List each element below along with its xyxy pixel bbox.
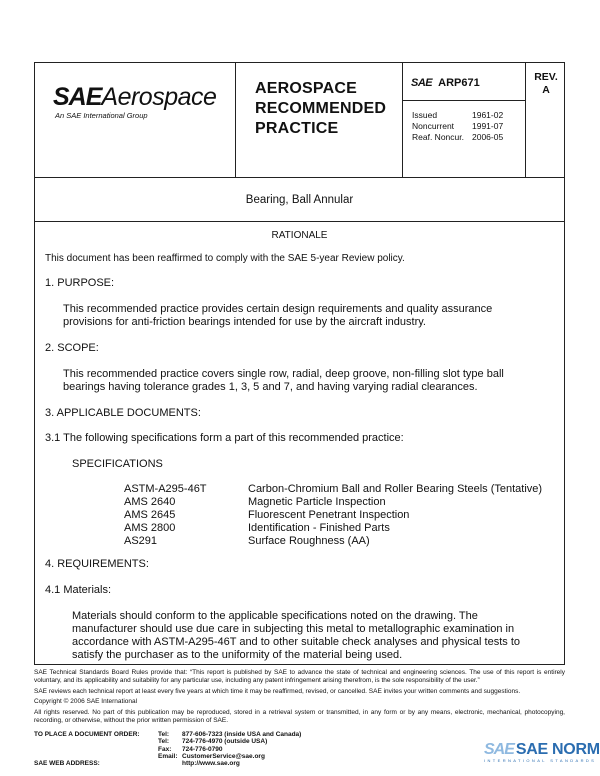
- footer-copyright: Copyright © 2006 SAE International: [34, 698, 138, 706]
- section-2-text: This recommended practice covers single row, radial, deep groove, non-filling slot type ball bearings having tolerance grades 1, 3, 5 and 7, and having varying radial clearances.: [63, 368, 504, 393]
- reaf-value: 2006-05: [472, 132, 504, 142]
- section-4-1-heading: 4.1 Materials:: [45, 584, 112, 596]
- spec-desc: Carbon-Chromium Ball and Roller Bearing Steels (Tentative): [248, 483, 543, 495]
- specifications-table: [124, 483, 554, 548]
- document-type: [255, 79, 386, 139]
- revision: [527, 71, 565, 97]
- specifications-heading: SPECIFICATIONS: [72, 458, 163, 470]
- reaf-label: Reaf. Noncur.: [412, 132, 464, 142]
- tel2-label: Tel:: [158, 738, 170, 746]
- document-dates: [412, 110, 503, 143]
- sae-norm-logo: [484, 741, 600, 763]
- spec-code: AMS 2640: [124, 496, 176, 508]
- email-value[interactable]: CustomerService@sae.org: [182, 752, 265, 760]
- norm-subtitle: INTERNATIONAL STANDARDS: [484, 758, 597, 763]
- tel2-value: 724-776-4970 (outside USA): [182, 738, 268, 746]
- spec-desc: Identification - Finished Parts: [248, 522, 390, 534]
- section-3-heading: 3. APPLICABLE DOCUMENTS:: [45, 407, 201, 419]
- section-4-heading: 4. REQUIREMENTS:: [45, 558, 149, 570]
- document-header: [35, 63, 564, 178]
- email-label: Email:: [158, 752, 178, 760]
- divider: [402, 63, 403, 177]
- spec-desc: Fluorescent Penetrant Inspection: [248, 509, 410, 521]
- tel-label: Tel:: [158, 731, 170, 738]
- sae-aerospace-logo: [53, 83, 216, 120]
- spec-row: [124, 483, 554, 496]
- spec-row: [124, 509, 554, 522]
- spec-row: [124, 535, 554, 548]
- spec-code: AMS 2800: [124, 522, 176, 534]
- section-1-heading: 1. PURPOSE:: [45, 277, 115, 289]
- doc-type-line: RECOMMENDED: [255, 100, 387, 117]
- document-title: Bearing, Ball Annular: [245, 194, 354, 206]
- logo-subtitle: An SAE International Group: [55, 111, 148, 120]
- footer-notes: [34, 669, 565, 728]
- spec-code: ASTM-A295-46T: [124, 483, 207, 495]
- norm-sae-mark: SAE: [484, 741, 514, 758]
- rev-label: REV.: [534, 71, 558, 83]
- sae-mark: SAE: [411, 77, 433, 89]
- spec-row: [124, 496, 554, 509]
- divider: [525, 63, 526, 177]
- section-1-text: This recommended practice provides certain design requirements and quality assurance provisions for anti-friction bearings intended for use by the aircraft industry.: [63, 303, 493, 328]
- section-4-1-text: Materials should conform to the applicable specifications noted on the drawing. The manufacturer should use due care in subjecting this metal to metallographic examination in accordance with ASTM-A295-46T and to other suitable check analyses and physical tests to satisfy the purchaser as to the uniformity of the material being used.: [72, 610, 520, 661]
- doc-type-line: AEROSPACE: [255, 80, 357, 97]
- order-contact: [34, 731, 301, 767]
- web-label: SAE WEB ADDRESS:: [34, 760, 100, 768]
- divider: [403, 100, 525, 101]
- logo-sae: SAE: [53, 83, 102, 111]
- footer-rules: SAE Technical Standards Board Rules provide that: “This report is published by SAE to advance the state of technical and engineering sciences. The use of this report is entirely voluntary, and its applicability and suitability for any particular use, including any patent infringement arising therefrom, is the sole responsibility of the user.”: [34, 669, 565, 685]
- noncurrent-value: 1991-07: [472, 121, 504, 131]
- spec-desc: Surface Roughness (AA): [248, 535, 370, 547]
- spec-code: AS291: [124, 535, 158, 547]
- document-number: [411, 77, 480, 89]
- issued-label: Issued: [412, 110, 438, 120]
- title-box: [35, 177, 564, 222]
- footer-rights: All rights reserved. No part of this publication may be reproduced, stored in a retrieval system or transmitted, in any form or by any means, electronic, mechanical, photocopying, recording, or otherwise, without the prior written permission of SAE.: [34, 709, 565, 725]
- order-label: TO PLACE A DOCUMENT ORDER:: [34, 731, 140, 738]
- fax-value: 724-776-0790: [182, 745, 223, 753]
- logo-word: Aerospace: [101, 83, 217, 111]
- footer-review: SAE reviews each technical report at least every five years at which time it may be reaffirmed, revised, or cancelled. SAE invites your written comments and suggestions.: [34, 687, 521, 695]
- norm-word: SAE NORM: [515, 741, 600, 758]
- issued-value: 1961-02: [472, 110, 504, 120]
- fax-label: Fax:: [158, 745, 172, 753]
- document-frame: [34, 62, 565, 665]
- spec-code: AMS 2645: [124, 509, 176, 521]
- section-2-heading: 2. SCOPE:: [45, 342, 99, 354]
- divider: [235, 63, 236, 177]
- spec-row: [124, 522, 554, 535]
- doc-number-value: ARP671: [438, 77, 480, 89]
- rationale-text: This document has been reaffirmed to comply with the SAE 5-year Review policy.: [45, 253, 405, 264]
- tel-value: 877-606-7323 (inside USA and Canada): [182, 731, 302, 738]
- rationale-heading: RATIONALE: [271, 230, 328, 241]
- doc-type-line: PRACTICE: [255, 120, 339, 137]
- section-3-1-heading: 3.1 The following specifications form a part of this recommended practice:: [45, 432, 404, 444]
- spec-desc: Magnetic Particle Inspection: [248, 496, 386, 508]
- noncurrent-label: Noncurrent: [412, 121, 455, 131]
- web-value[interactable]: http://www.sae.org: [182, 760, 240, 768]
- rev-value: A: [542, 84, 550, 96]
